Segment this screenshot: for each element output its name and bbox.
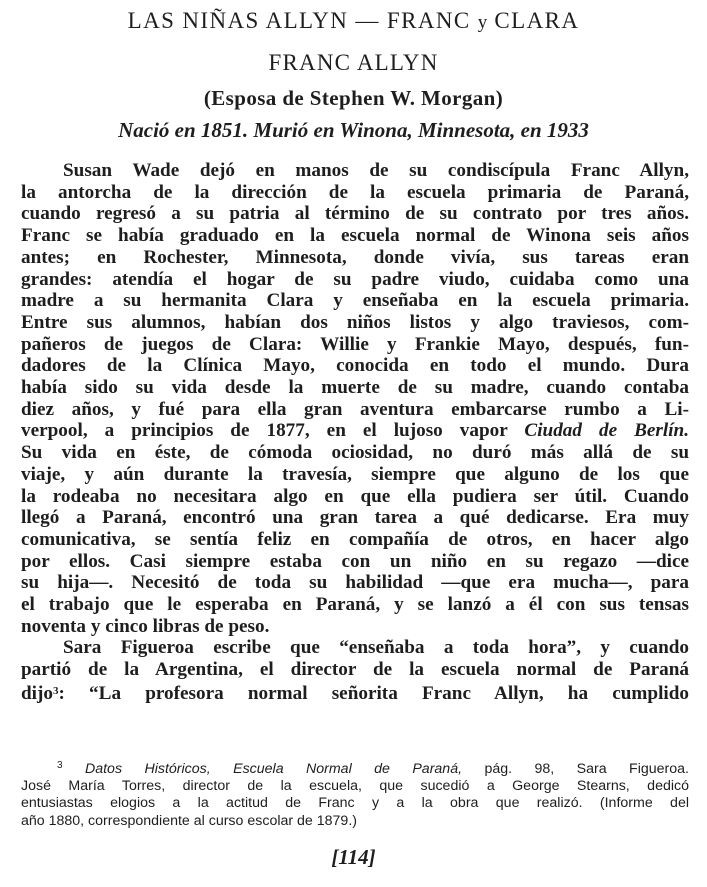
body-line: llegó a Paraná, encontró una gran tarea a qué dedicarse. Era muy xyxy=(21,507,689,529)
body-line: partió de la Argentina, el director de la escuela normal de Paraná xyxy=(21,659,689,681)
body-line: la antorcha de la dirección de la escuela primaria de Paraná, xyxy=(21,181,689,203)
body-line-with-ship xyxy=(21,420,689,442)
body-line: por ellos. Casi siempre estaba con un niño en su regazo —dice xyxy=(21,550,689,572)
body-line: antes; en Rochester, Minnesota, donde vivía, sus tareas eran xyxy=(21,246,689,268)
body-line: su hija—. Necesitó de toda su habilidad —que era mucha—, para xyxy=(21,572,689,594)
body-line: Franc se había graduado en la escuela normal de Winona seis años xyxy=(21,225,689,247)
chapter-dates: Nació en 1851. Murió en Winona, Minnesota, en 1933 xyxy=(118,118,589,142)
running-header-part-b: CLARA xyxy=(494,8,580,33)
footnote xyxy=(21,757,689,830)
page-number: [114] xyxy=(331,845,376,869)
body-line-text: : “La profesora normal señorita Franc Allyn, ha cumplido xyxy=(58,682,689,704)
chapter-title: FRANC ALLYN xyxy=(268,50,439,75)
body-line: había sido su vida desde la muerte de su madre, cuando contaba xyxy=(21,377,689,399)
body-line: viaje, y aún durante la travesía, siempre que alguno de los que xyxy=(21,463,689,485)
footnote-marker: 3 xyxy=(57,760,63,771)
body-line: grandes: atendía el hogar de su padre viudo, cuidaba como una xyxy=(21,268,689,290)
body-line: pañeros de juegos de Clara: Willie y Frankie Mayo, después, fun- xyxy=(21,333,689,355)
chapter-subtitle: (Esposa de Stephen W. Morgan) xyxy=(203,86,504,110)
body-line: el trabajo que le esperaba en Paraná, y se lanzó a él con sus tensas xyxy=(21,594,689,616)
body-line: diez años, y fué para ella gran aventura embarcarse rumbo a Li- xyxy=(21,398,689,420)
footnote-line xyxy=(21,757,689,778)
body-line: madre a su hermanita Clara y enseñaba en la escuela primaria. xyxy=(21,290,689,312)
footnote-line: año 1880, correspondiente al curso escolar de 1879.) xyxy=(21,812,357,829)
body-line: noventa y cinco libras de peso. xyxy=(21,615,270,637)
body-line-with-footnote-ref xyxy=(21,681,689,705)
body-line: Sara Figueroa escribe que “enseñaba a toda hora”, y cuando xyxy=(63,637,689,659)
body-line: la rodeaba no necesitara algo en que ella pudiera ser útil. Cuando xyxy=(21,485,689,507)
body-line-text: verpool, a principios de 1877, en el lujoso vapor xyxy=(21,420,508,442)
body-line: comunicativa, se sentía feliz en compañía de otros, en hacer algo xyxy=(21,528,689,550)
body-line: Susan Wade dejó en manos de su condiscípula Franc Allyn, xyxy=(63,160,689,181)
footnote-line-text: pág. 98, Sara Figueroa. xyxy=(484,761,689,777)
ship-name: Ciudad de Berlín. xyxy=(524,420,690,442)
running-header-conjunction: y xyxy=(477,12,488,33)
running-header-part-a: LAS NIÑAS ALLYN — FRANC xyxy=(127,8,471,33)
running-header xyxy=(0,8,707,34)
footnote-line: José María Torres, director de la escuela, que sucedió a George Stearns, dedicó xyxy=(21,778,689,795)
footnote-reference: 3 xyxy=(53,684,59,697)
footnote-line: entusiastas elogios a la actitud de Franc y a la obra que realizó. (Informe del xyxy=(21,795,689,812)
body-line: dadores de la Clínica Mayo, conocida en todo el mundo. Dura xyxy=(21,355,689,377)
footnote-source: Datos Históricos, Escuela Normal de Paraná, xyxy=(84,761,463,777)
body-text xyxy=(21,160,689,705)
body-line: Su vida en éste, de cómoda ociosidad, no duró más allá de su xyxy=(21,442,689,464)
body-line: Entre sus alumnos, habían dos niños listos y algo traviesos, com- xyxy=(21,311,689,333)
body-line-text: dijo xyxy=(21,682,53,704)
body-line: cuando regresó a su patria al término de su contrato por tres años. xyxy=(21,203,689,225)
